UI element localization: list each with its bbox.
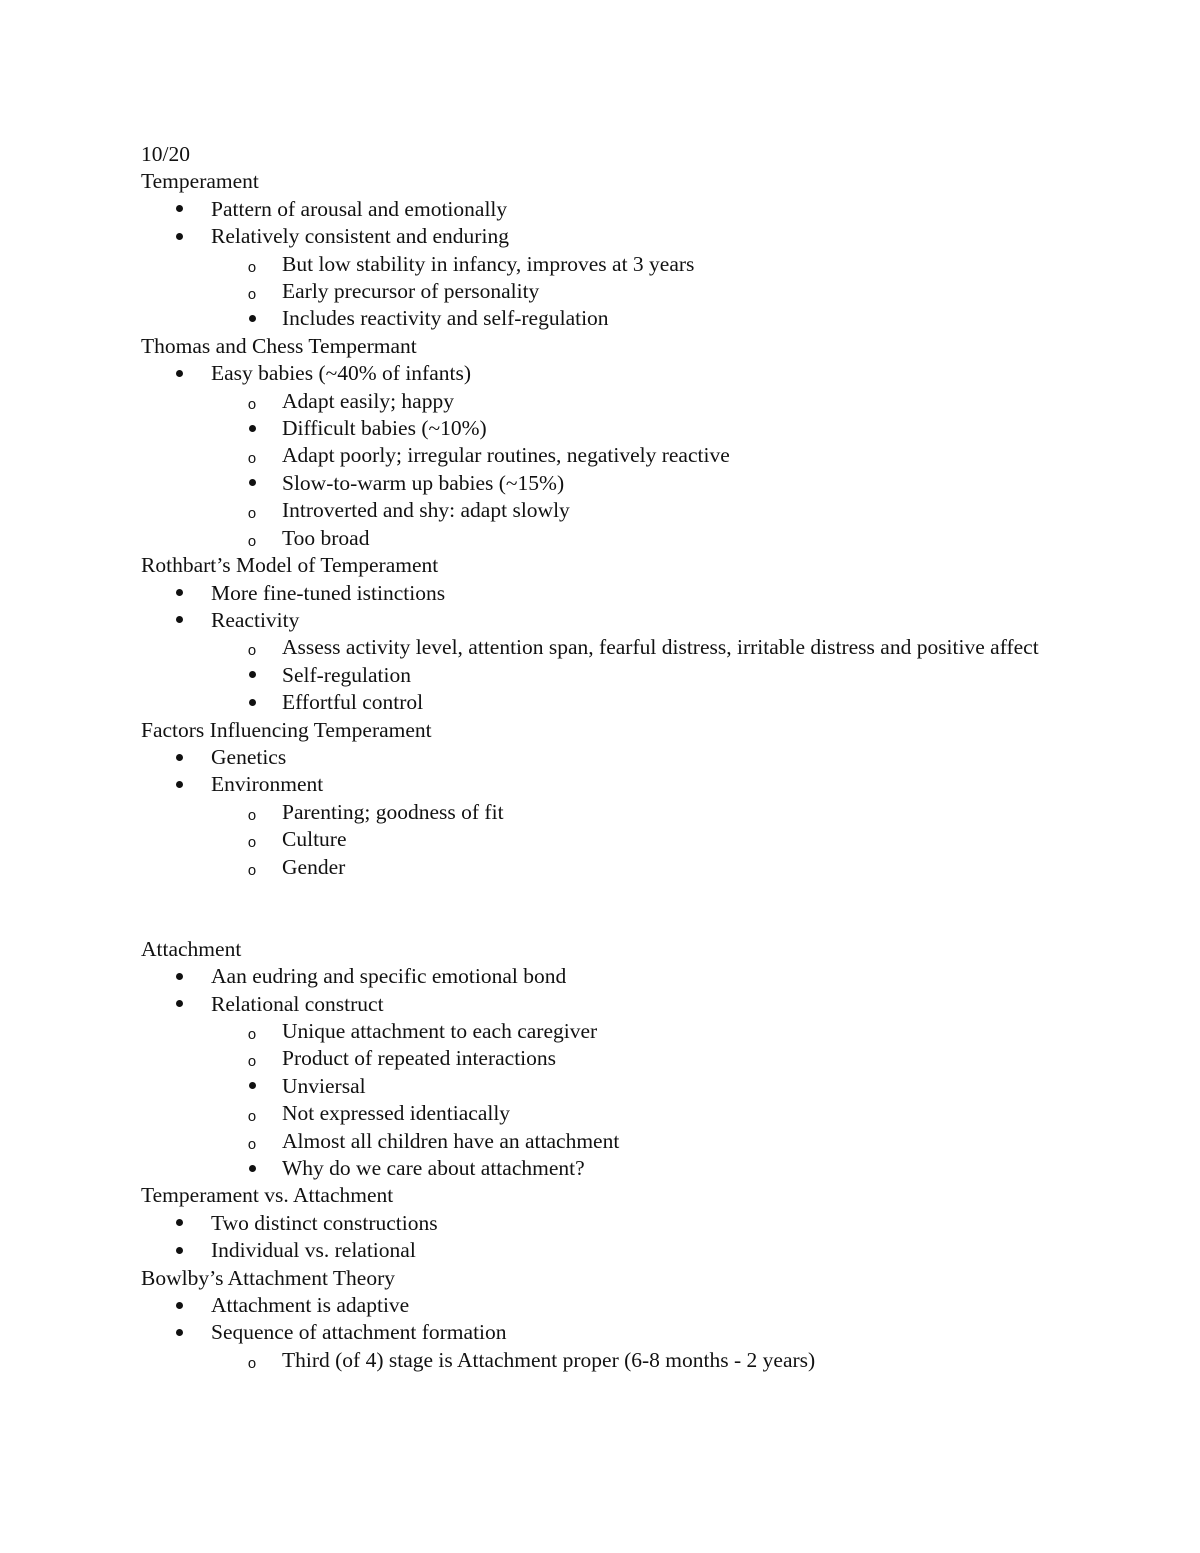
list-item [141,1100,1071,1127]
line-text: Product of repeated interactions [282,1046,557,1071]
bullet-disc-icon [242,305,262,332]
list-item [141,771,1071,798]
bullet-circle-icon [242,1128,262,1158]
line-text: Early precursor of personality [282,279,540,304]
line-text: Relatively consistent and enduring [211,224,509,249]
list-item [141,1045,1071,1072]
line-text: 10/20 [141,142,190,166]
bullet-disc-icon [242,1155,262,1182]
list-item [141,854,1071,881]
blank-line [141,881,1071,908]
line-text: Adapt poorly; irregular routines, negatively reactive [282,443,730,468]
line-text: Effortful control [282,690,424,715]
list-item [141,415,1071,442]
list-item [141,1155,1071,1182]
bullet-disc-icon [169,1319,189,1346]
bullet-disc-icon [169,1210,189,1237]
section-heading [141,168,1071,195]
blank-line [141,908,1071,935]
line-text: Bowlby’s Attachment Theory [141,1265,395,1290]
bullet-circle-icon [242,799,262,829]
section-heading [141,552,1071,579]
section-heading [141,333,1071,360]
section-heading [141,717,1071,744]
list-item [141,1210,1071,1237]
bullet-disc-icon [169,963,189,990]
line-text: Not expressed identiacally [282,1101,511,1126]
bullet-circle-icon [242,442,262,472]
line-text: More fine-tuned istinctions [211,580,446,605]
bullet-circle-icon [242,854,262,884]
list-item [141,607,1071,634]
section-heading [141,1182,1071,1209]
line-text: Environment [211,772,324,797]
bullet-disc-icon [242,415,262,442]
list-item [141,442,1071,469]
line-text: Pattern of arousal and emotionally [211,196,508,221]
line-text: Gender [282,854,346,879]
bullet-disc-icon [169,771,189,798]
bullet-disc-icon [242,1073,262,1100]
list-item [141,497,1071,524]
line-text: Individual vs. relational [211,1238,416,1263]
line-text: Introverted and shy: adapt slowly [282,498,570,523]
line-text: Unique attachment to each caregiver [282,1018,598,1043]
bullet-disc-icon [169,991,189,1018]
bullet-disc-icon [242,470,262,497]
line-text: Rothbart’s Model of Temperament [141,553,439,578]
bullet-circle-icon [242,278,262,308]
bullet-disc-icon [169,1237,189,1264]
list-item [141,1237,1071,1264]
list-item [141,1128,1071,1155]
bullet-disc-icon [242,689,262,716]
bullet-disc-icon [169,607,189,634]
line-text: Attachment [141,936,242,961]
bullet-circle-icon [242,1347,262,1377]
section-heading [141,1265,1071,1292]
line-text: Reactivity [211,607,300,632]
list-item [141,470,1071,497]
list-item [141,963,1071,990]
list-item [141,388,1071,415]
list-item [141,634,1071,661]
list-item [141,1018,1071,1045]
bullet-circle-icon [242,1100,262,1130]
list-item [141,1319,1071,1346]
line-text: Parenting; goodness of fit [282,799,504,824]
bullet-disc-icon [169,223,189,250]
line-text: Includes reactivity and self-regulation [282,306,609,331]
bullet-disc-icon [169,744,189,771]
bullet-disc-icon [169,196,189,223]
list-item [141,689,1071,716]
list-item [141,826,1071,853]
line-text: Almost all children have an attachment [282,1128,620,1153]
list-item [141,360,1071,387]
bullet-disc-icon [242,662,262,689]
line-text: Third (of 4) stage is Attachment proper (6-8 months - 2 years) [282,1347,816,1372]
line-text: Assess activity level, attention span, fearful distress, irritable distress and positive affect [282,635,1039,660]
list-item [141,305,1071,332]
bullet-circle-icon [242,1045,262,1075]
list-item [141,251,1071,278]
line-text: Slow-to-warm up babies (~15%) [282,470,565,495]
line-text: Adapt easily; happy [282,388,454,413]
line-text: Easy babies (~40% of infants) [211,361,472,386]
bullet-circle-icon [242,826,262,856]
bullet-circle-icon [242,634,262,664]
document-body [141,141,1071,1374]
bullet-circle-icon [242,1018,262,1048]
line-text: Self-regulation [282,662,411,687]
line-text: Temperament [141,169,259,194]
line-text: Why do we care about attachment? [282,1156,585,1180]
bullet-circle-icon [242,525,262,555]
bullet-disc-icon [169,580,189,607]
line-text: Thomas and Chess Tempermant [141,333,417,358]
list-item [141,1073,1071,1100]
line-text: Relational construct [211,991,384,1016]
line-text: Culture [282,827,347,852]
list-item [141,744,1071,771]
section-heading [141,936,1071,963]
line-text: Sequence of attachment formation [211,1320,507,1345]
line-text: Temperament vs. Attachment [141,1183,394,1208]
bullet-disc-icon [169,1292,189,1319]
line-text: Aan eudring and specific emotional bond [211,964,567,989]
list-item [141,662,1071,689]
bullet-circle-icon [242,251,262,281]
line-text: Difficult babies (~10%) [282,416,487,441]
list-item [141,580,1071,607]
line-text: Unviersal [282,1073,366,1098]
list-item [141,1347,1071,1374]
bullet-circle-icon [242,497,262,527]
list-item [141,991,1071,1018]
list-item [141,278,1071,305]
line-text: But low stability in infancy, improves at 3 years [282,251,695,276]
line-text: Two distinct constructions [211,1210,438,1235]
line-text: Factors Influencing Temperament [141,717,432,742]
bullet-disc-icon [169,360,189,387]
list-item [141,223,1071,250]
line-text: Genetics [211,744,287,769]
line-text: Attachment is adaptive [211,1293,410,1318]
list-item [141,196,1071,223]
list-item [141,525,1071,552]
bullet-circle-icon [242,388,262,418]
list-item [141,1292,1071,1319]
list-item [141,799,1071,826]
line-text: Too broad [282,525,370,550]
section-heading [141,141,1071,168]
